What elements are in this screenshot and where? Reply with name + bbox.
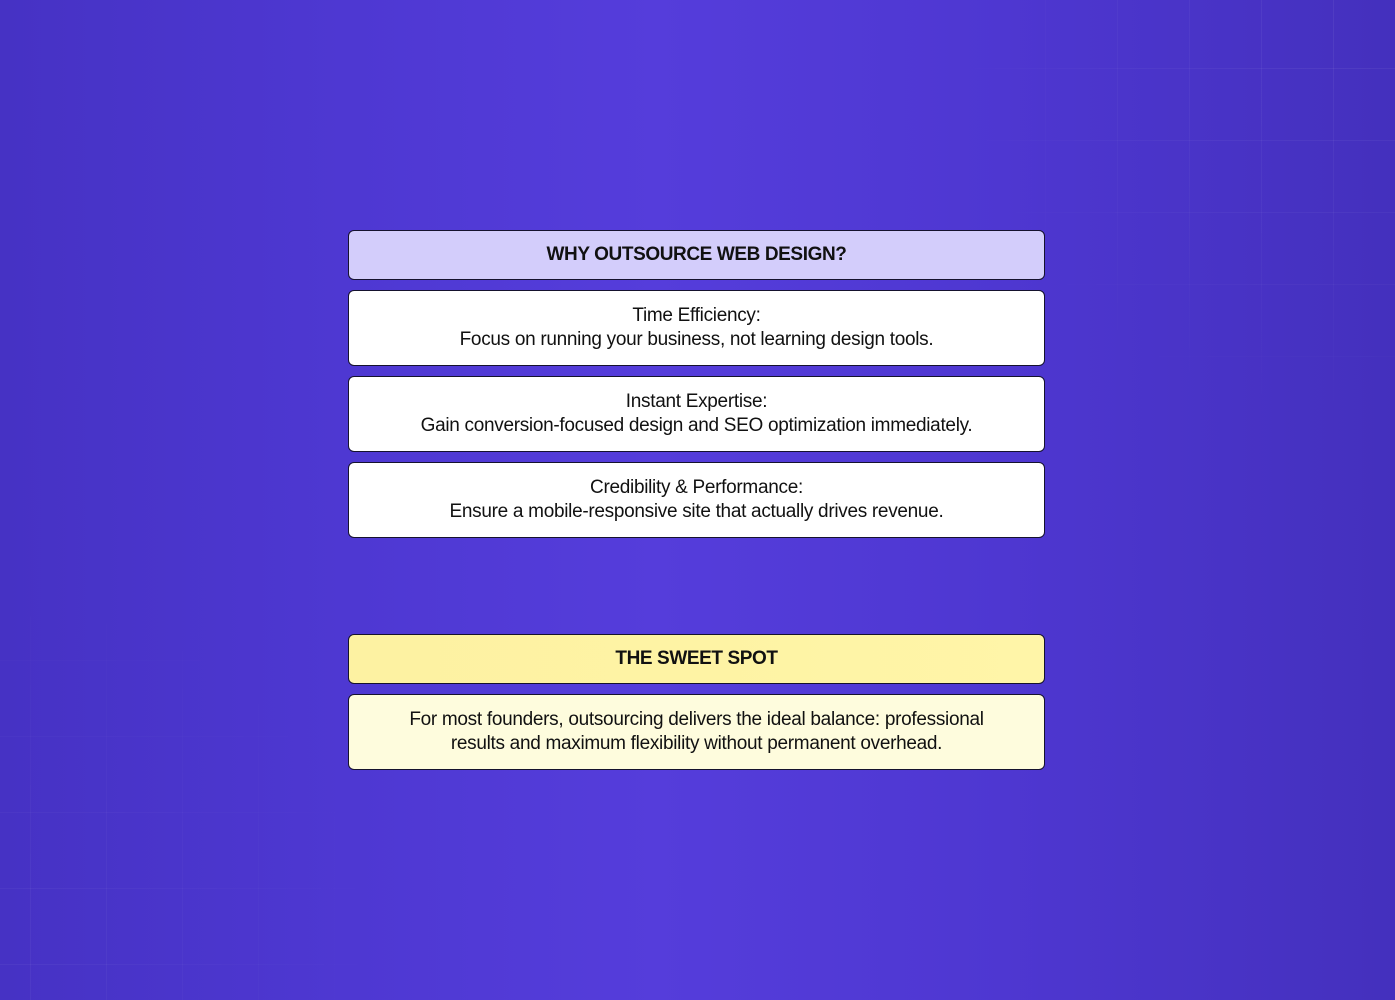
benefit-heading: Credibility & Performance:	[590, 477, 803, 498]
sweet-spot-title: THE SWEET SPOT	[615, 648, 778, 669]
why-outsource-title: WHY OUTSOURCE WEB DESIGN?	[546, 244, 847, 265]
sweet-spot-header	[348, 634, 1045, 684]
benefit-text: Gain conversion-focused design and SEO optimization immediately.	[420, 415, 973, 436]
why-outsource-header	[348, 230, 1045, 280]
background-grid-bottom-left	[0, 580, 380, 1000]
benefit-heading: Time Efficiency:	[632, 305, 761, 326]
sweet-spot-body	[348, 694, 1045, 770]
benefit-card-credibility-performance	[348, 462, 1045, 538]
benefit-card-time-efficiency	[348, 290, 1045, 366]
sweet-spot-text-line-2: results and maximum flexibility without permanent overhead.	[450, 733, 943, 754]
benefit-text: Focus on running your business, not learning design tools.	[459, 329, 934, 350]
benefit-card-instant-expertise	[348, 376, 1045, 452]
benefit-text: Ensure a mobile-responsive site that actually drives revenue.	[449, 501, 944, 522]
benefit-heading: Instant Expertise:	[625, 391, 768, 412]
sweet-spot-text-line-1: For most founders, outsourcing delivers the ideal balance: professional	[409, 709, 984, 730]
